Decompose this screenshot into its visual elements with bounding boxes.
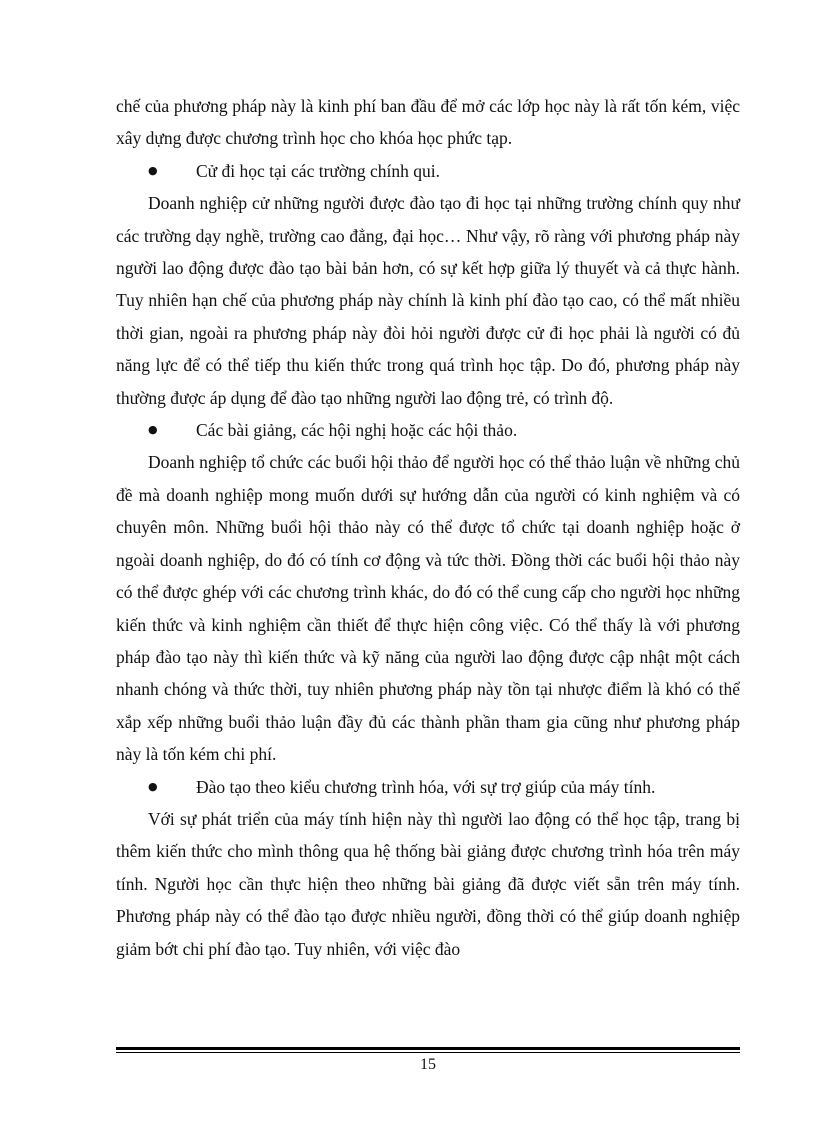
paragraph: Doanh nghiệp tổ chức các buổi hội thảo để người học có thể thảo luận về những chủ đề mà doanh nghiệp mong muốn dưới sự hướng dẫn của người có kinh nghiệm và có chuyên môn. Những buổi hội thảo này có thể được tổ chức tại doanh nghiệp hoặc ở ngoài doanh nghiệp, do đó có tính cơ động và tức thời. Đồng thời các buổi hội thảo này có thể được ghép với các chương trình khác, do đó có thể cung cấp cho người học những kiến thức và kinh nghiệm cần thiết để thực hiện công việc. Có thể thấy là với phương pháp đào tạo này thì kiến thức và kỹ năng của người lao động được cập nhật một cách nhanh chóng và thức thời, tuy nhiên phương pháp này tồn tại nhược điểm là khó có thể xắp xếp những buổi thảo luận đầy đủ các thành phần tham gia cũng như phương pháp này là tốn kém chi phí. bbox=[116, 452, 740, 765]
paragraph: Với sự phát triển của máy tính hiện này thì người lao động có thể học tập, trang bị thêm kiến thức cho mình thông qua hệ thống bài giảng được chương trình hóa trên máy tính. Người học cần thực hiện theo những bài giảng đã được viết sẵn trên máy tính. Phương pháp này có thể đào tạo được nhiều người, đồng thời có thể giúp doanh nghiệp giảm bớt chi phí đào tạo. Tuy nhiên, với việc đào bbox=[116, 808, 740, 959]
footer-divider-thin bbox=[116, 1052, 740, 1053]
bullet-icon: ● bbox=[148, 779, 158, 793]
bullet-item bbox=[116, 155, 740, 187]
paragraph-continuation: chế của phương pháp này là kinh phí ban đầu để mở các lớp học này là rất tốn kém, việc xây dựng được chương trình học cho khóa học phức tạp. bbox=[116, 96, 740, 149]
page-number: 15 bbox=[420, 1056, 436, 1073]
footer-divider bbox=[116, 1047, 740, 1050]
bullet-icon: ● bbox=[148, 423, 158, 437]
bullet-text: Cử đi học tại các trường chính qui. bbox=[196, 160, 441, 181]
document-body bbox=[116, 90, 740, 965]
bullet-item bbox=[116, 414, 740, 446]
bullet-text: Đào tạo theo kiểu chương trình hóa, với sự trợ giúp của máy tính. bbox=[196, 776, 656, 797]
bullet-text: Các bài giảng, các hội nghị hoặc các hội thảo. bbox=[196, 420, 518, 441]
bullet-icon: ● bbox=[148, 163, 158, 177]
paragraph: Doanh nghiệp cử những người được đào tạo đi học tại những trường chính quy như các trường dạy nghề, trường cao đẳng, đại học… Như vậy, rõ ràng với phương pháp này người lao động được đào tạo bài bản hơn, có sự kết hợp giữa lý thuyết và cả thực hành. Tuy nhiên hạn chế của phương pháp này chính là kinh phí đào tạo cao, có thể mất nhiều thời gian, ngoài ra phương pháp này đòi hỏi người được cử đi học phải là người có đủ năng lực để có thể tiếp thu kiến thức trong quá trình học tập. Do đó, phương pháp này thường được áp dụng để đào tạo những người lao động trẻ, có trình độ. bbox=[116, 193, 740, 408]
bullet-item bbox=[116, 771, 740, 803]
